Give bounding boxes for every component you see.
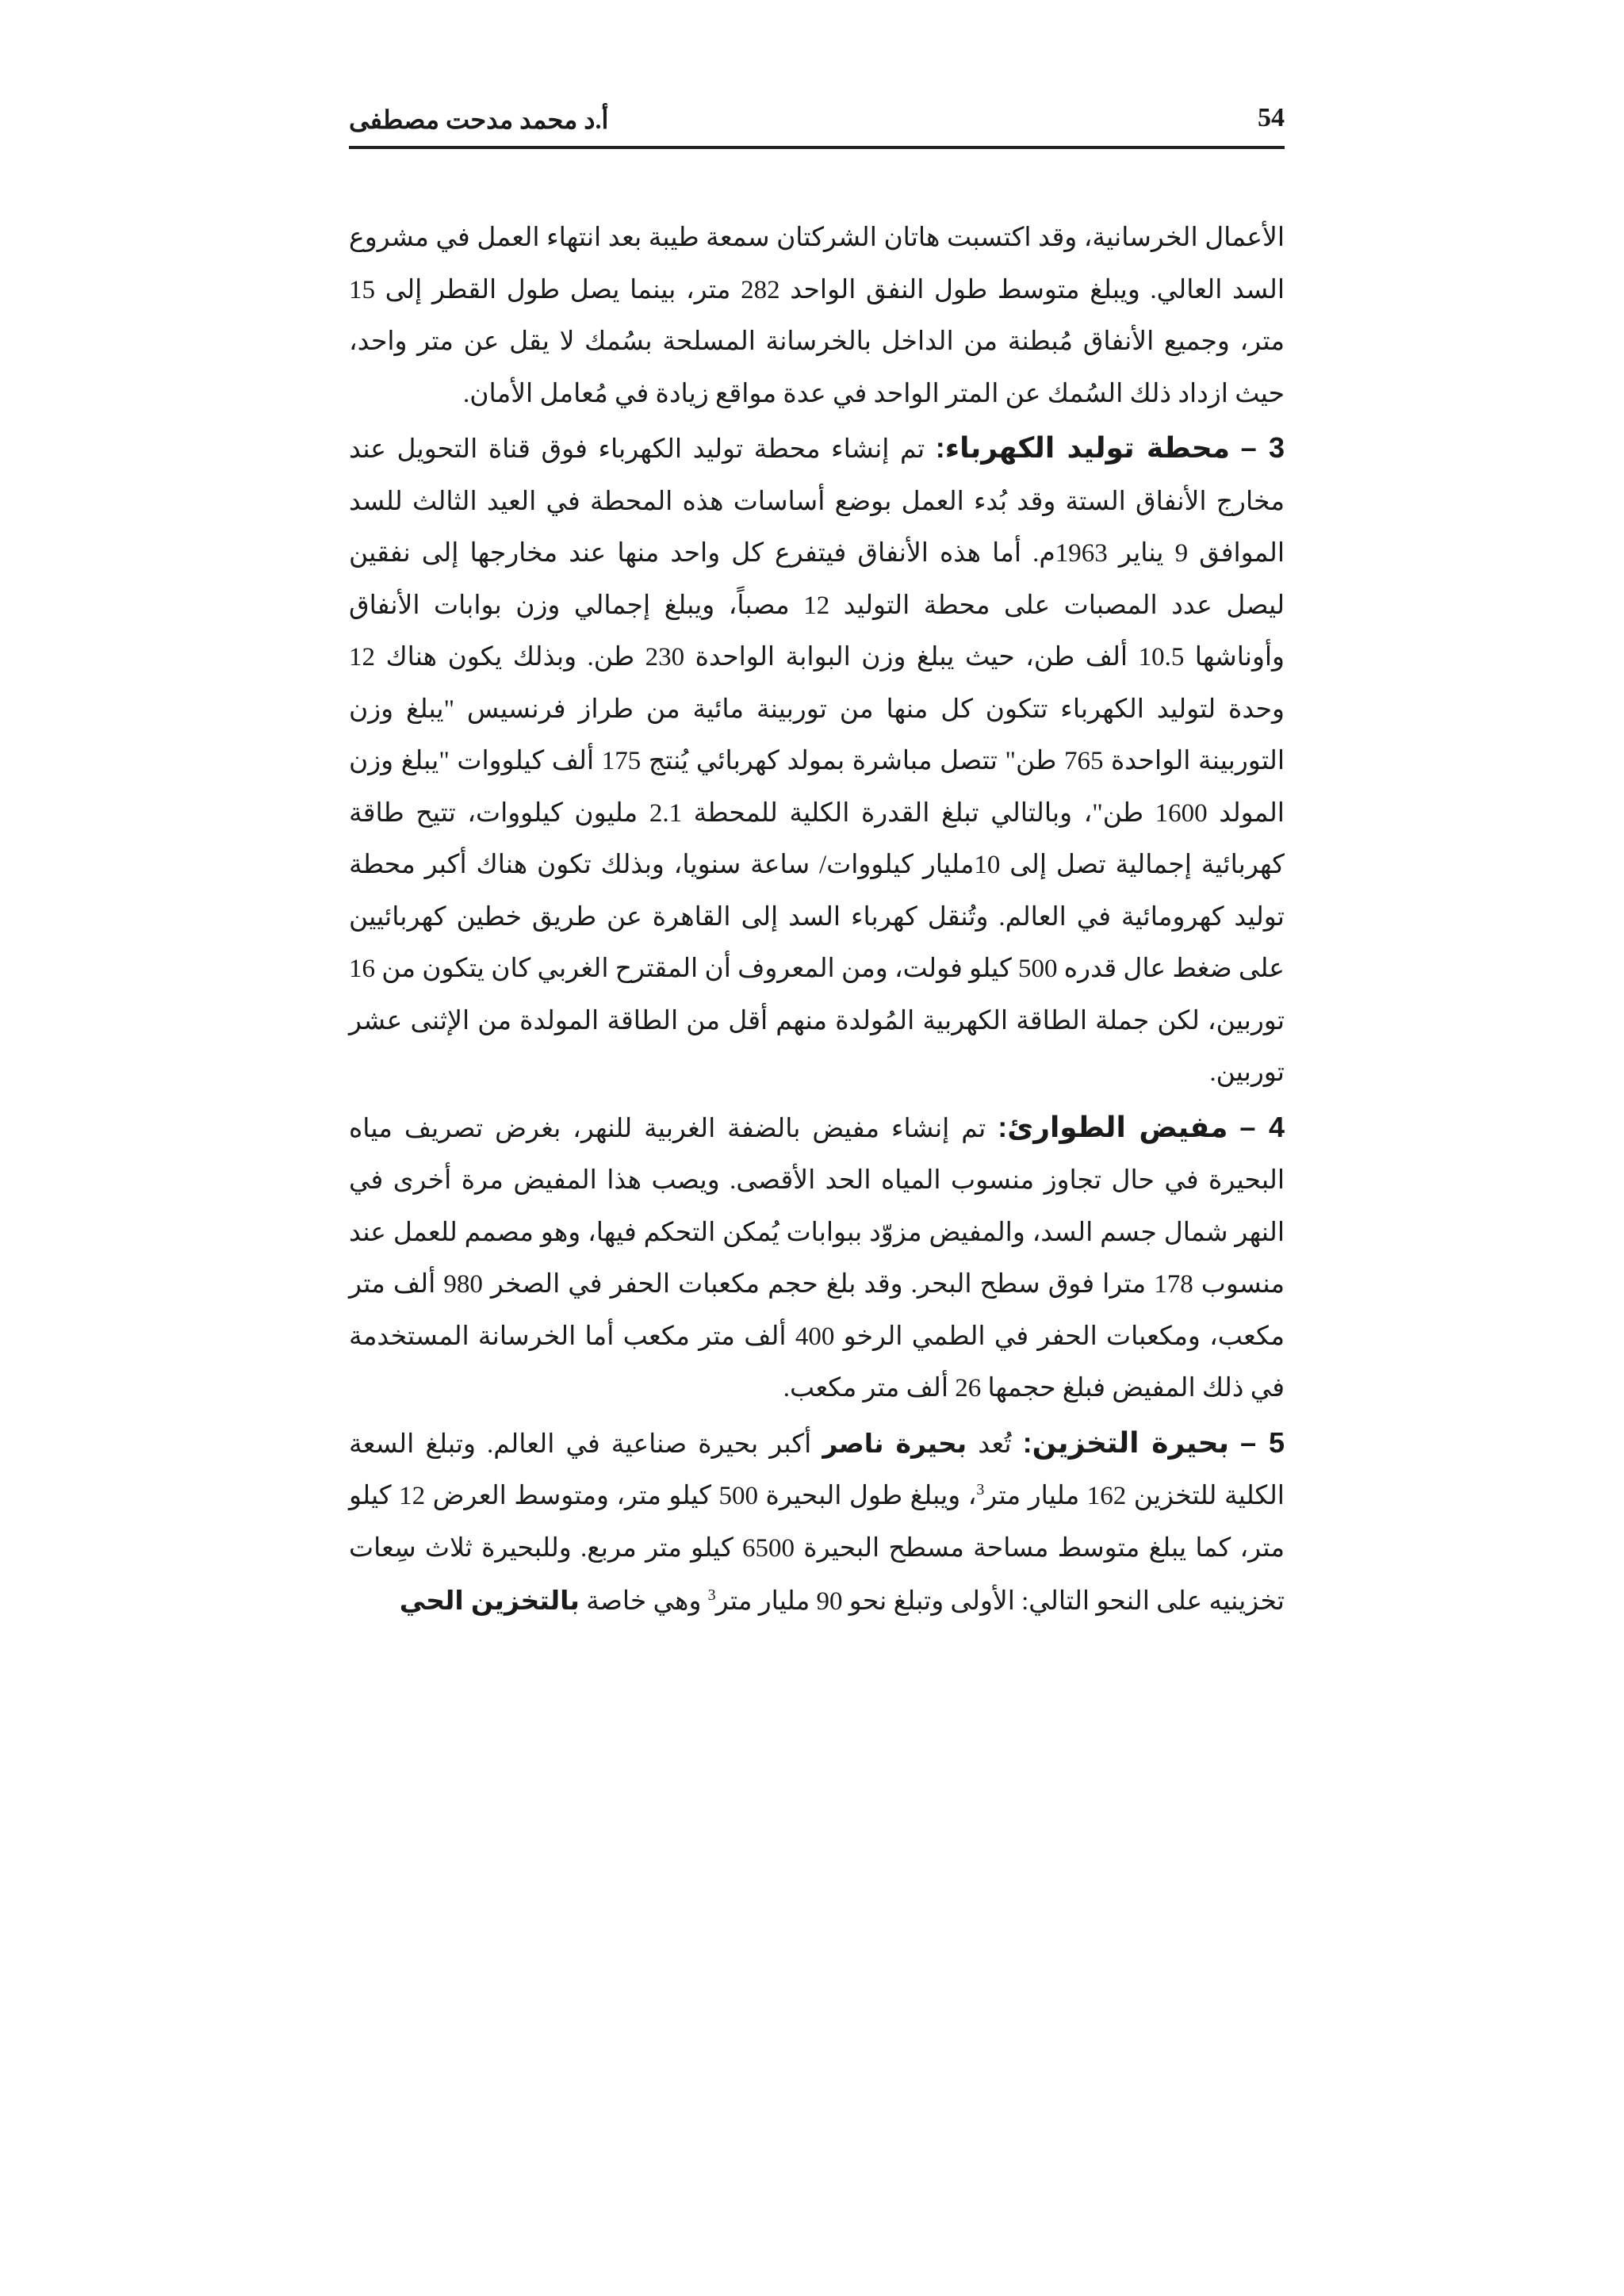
- paragraph-text: تُعد: [967, 1429, 1023, 1459]
- paragraph-emergency-spillway: [349, 1101, 1285, 1415]
- section-heading: بحيرة التخزين:: [1022, 1425, 1230, 1459]
- page-body: [349, 212, 1285, 1630]
- page-header: [349, 103, 1285, 144]
- paragraph-text: وهي خاصة: [579, 1587, 708, 1616]
- paragraph-text: ، ويبلغ طول البحيرة 500 كيلو متر، ومتوسط العرض 12 كيلو متر، كما يبلغ متوسط مساحة مسطح البحيرة 6500 كيلو متر مربع. وللبحيرة ثلاث سِعات تخزينيه على النحو التالي: الأولى وتبلغ نحو 90 مليار متر: [349, 1482, 1285, 1616]
- paragraph-text: الأعمال الخرسانية، وقد اكتسبت هاتان الشركتان سمعة طيبة بعد انتهاء العمل في مشروع السد العالي. ويبلغ متوسط طول النفق الواحد 282 متر، بينما يصل طول القطر إلى 15 متر، وجميع الأنفاق مُبطنة من الداخل بالخرسانة المسلحة بسُمك لا يقل عن متر واحد، حيث ازداد ذلك السُمك عن المتر الواحد في عدة مواقع زيادة في مُعامل الأمان.: [349, 224, 1285, 408]
- paragraph-text: تم إنشاء محطة توليد الكهرباء فوق قناة التحويل عند مخارج الأنفاق الستة وقد بُدء العمل بوضع أساسات هذه المحطة في العيد الثالث للسد الموافق 9 يناير 1963م. أما هذه الأنفاق فيتفرع كل واحد منها عند مخارجها إلى نفقين ليصل عدد المصبات على محطة التوليد 12 مصباً، ويبلغ إجمالي وزن بوابات الأنفاق وأوناشها 10.5 ألف طن، حيث يبلغ وزن البوابة الواحدة 230 طن. وبذلك يكون هناك 12 وحدة لتوليد الكهرباء تتكون كل منها من توربينة مائية من طراز فرنسيس "يبلغ وزن التوربينة الواحدة 765 طن" تتصل مباشرة بمولد كهربائي يُنتج 175 ألف كيلووات "يبلغ وزن المولد 1600 طن"، وبالتالي تبلغ القدرة الكلية للمحطة 2.1 مليون كيلووات، تتيح طاقة كهربائية إجمالية تصل إلى 10مليار كيلووات/ ساعة سنويا، وبذلك تكون هناك أكبر محطة توليد كهرومائية في العالم. وتُنقل كهرباء السد إلى القاهرة عن طريق خطين كهربائيين على ضغط عال قدره 500 كيلو فولت، ومن المعروف أن المقترح الغربي كان يتكون من 16 توربين، لكن جملة الطاقة الكهربية المُولدة منهم أقل من الطاقة المولدة من الإثنى عشر توربين.: [349, 435, 1285, 1087]
- page-number: 54: [1258, 103, 1285, 132]
- paragraph-storage-lake: [349, 1417, 1285, 1628]
- superscript: 3: [707, 1586, 716, 1604]
- paragraph-text: أكبر بحيرة صناعية في العالم. وتبلغ السعة الكلية للتخزين 162 مليار متر: [349, 1429, 1285, 1510]
- paragraph-tunnels-continued: [349, 212, 1285, 420]
- superscript: 3: [976, 1481, 985, 1498]
- running-header-author: أ.د محمد مدحت مصطفى: [349, 105, 609, 134]
- item-number: 5 –: [1240, 1425, 1285, 1459]
- paragraph-text: تم إنشاء مفيض بالضفة الغربية للنهر، بغرض تصريف مياه البحيرة في حال تجاوز منسوب المياه الحد الأقصى. ويصب هذا المفيض مرة أخرى في النهر شمال جسم السد، والمفيض مزوّد ببوابات يُمكن التحكم فيها، وهو مصمم للعمل عند منسوب 178 مترا فوق سطح البحر. وقد بلغ حجم مكعبات الحفر في الصخر 980 ألف متر مكعب، ومكعبات الحفر في الطمي الرخو 400 ألف متر مكعب أما الخرسانة المستخدمة في ذلك المفيض فبلغ حجمها 26 ألف متر مكعب.: [349, 1114, 1285, 1402]
- item-number: 4 –: [1239, 1110, 1285, 1143]
- header-divider: [349, 146, 1285, 149]
- item-number: 3 –: [1240, 431, 1285, 464]
- emphasized-term: بالتخزين الحي: [399, 1586, 580, 1615]
- section-heading: محطة توليد الكهرباء:: [935, 431, 1231, 464]
- section-heading: مفيض الطوارئ:: [998, 1110, 1228, 1143]
- paragraph-power-station: [349, 422, 1285, 1100]
- emphasized-term: بحيرة ناصر: [822, 1428, 967, 1458]
